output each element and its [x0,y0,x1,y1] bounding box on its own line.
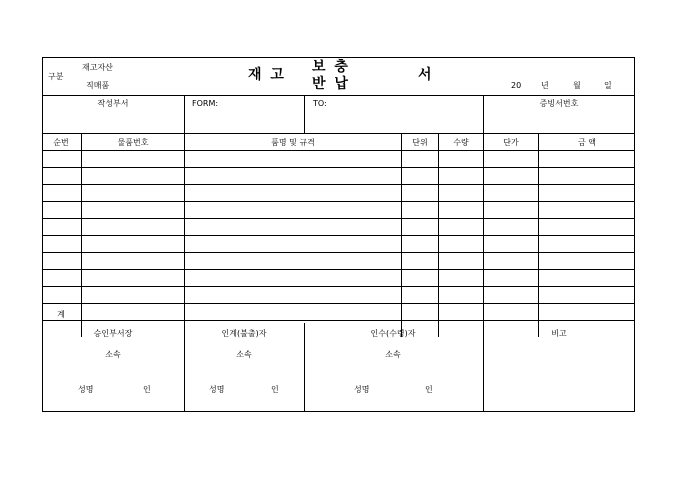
remarks-title: 비고 [551,329,567,338]
date-month: 월 [573,81,581,90]
table-column-line [401,133,402,337]
col-header-unit: 단위 [412,138,428,147]
category-label: 구분 [48,72,64,81]
col-header-name-spec: 품명 및 규격 [271,138,315,147]
category-option-inventory: 재고자산 [82,63,113,72]
receiver-seal: 인 [425,385,433,394]
title-right: 서 [418,67,434,83]
table-row-line [42,286,635,287]
header-divider [42,95,635,96]
table-column-line [538,133,539,337]
table-row-line [42,150,635,151]
receiver-name-label: 성명 [354,385,370,394]
sign-divider [304,323,305,412]
table-row-line [42,252,635,253]
col-header-seq: 순번 [53,138,69,147]
col-header-amount: 금 액 [578,138,596,147]
sign-divider [184,323,185,412]
info-divider [483,95,484,133]
approver-affiliation: 소속 [105,350,121,359]
table-row-line [42,303,635,304]
approver-seal: 인 [143,385,151,394]
receiver-affiliation: 소속 [385,350,401,359]
title-left: 재 고 [248,67,286,83]
category-option-direct-sale: 직매품 [86,81,110,90]
table-column-line [81,133,82,337]
releaser-seal: 인 [271,385,279,394]
sign-divider [483,323,484,412]
to-label: TO: [313,99,327,108]
col-header-item-no: 물품번호 [117,138,149,147]
info-row-divider [42,133,635,134]
table-row-line [42,201,635,202]
table-row-line [42,184,635,185]
table-row-line [42,218,635,219]
date-day: 일 [604,81,612,90]
col-header-unit-price: 단가 [503,138,519,147]
from-label: FORM: [192,99,219,108]
releaser-affiliation: 소속 [236,350,252,359]
dept-label: 작성부서 [97,99,129,108]
total-label: 계 [57,310,65,319]
approver-title: 승인부서장 [93,329,133,338]
receiver-title: 인수(수령)자 [370,329,416,338]
table-column-line [438,133,439,337]
title-supplement: 보 충 [312,59,350,75]
releaser-name-label: 성명 [209,385,225,394]
evidence-label: 증빙서번호 [539,99,579,108]
info-divider [184,95,185,133]
table-column-line [483,133,484,337]
table-row-line [42,235,635,236]
title-return: 반 납 [312,76,350,92]
table-row-line [42,269,635,270]
info-divider [304,95,305,133]
approver-name-label: 성명 [78,385,94,394]
releaser-title: 인계(불출)자 [221,329,267,338]
table-bottom-line [42,320,635,321]
table-column-line [184,133,185,337]
col-header-qty: 수량 [453,138,469,147]
table-row-line [42,167,635,168]
date-year-prefix: 20 [511,81,522,90]
date-year: 년 [541,81,549,90]
